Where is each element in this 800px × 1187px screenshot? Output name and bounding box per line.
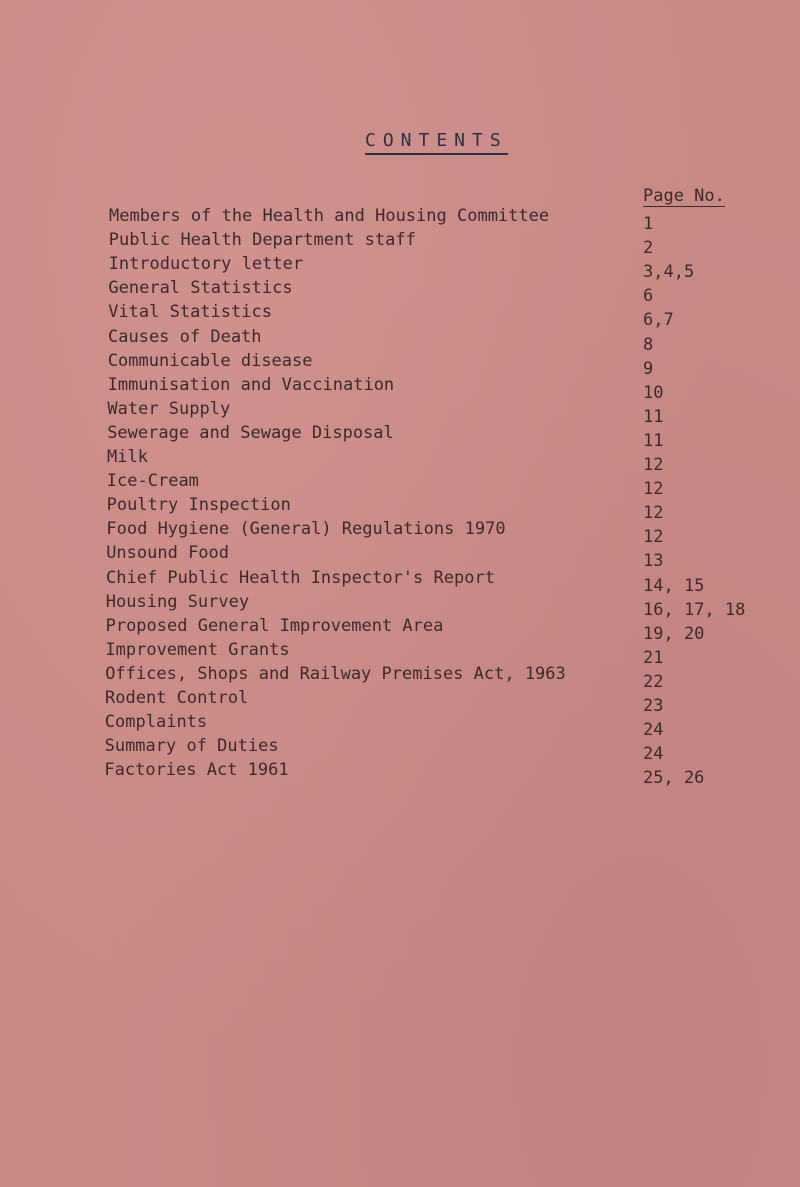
entry-page-number: 10 <box>643 382 664 403</box>
entry-page-number: 23 <box>643 696 664 716</box>
entry-title: Poultry Inspection <box>106 495 291 516</box>
entry-title: Unsound Food <box>106 543 230 564</box>
entry-page-number: 12 <box>643 455 664 475</box>
entry-page-number: 21 <box>643 647 664 668</box>
entry-title: General Statistics <box>108 278 293 299</box>
entry-page-number: 16, 17, 18 <box>643 599 746 620</box>
entry-title: Ice-Cream <box>106 471 199 492</box>
page-number-header: Page No. <box>643 186 725 206</box>
entry-page-number: 13 <box>643 551 664 572</box>
entry-page-number: 12 <box>643 503 664 524</box>
entry-title: Complaints <box>104 712 208 733</box>
entry-title: Chief Public Health Inspector's Report <box>106 567 495 588</box>
entry-title: Summary of Duties <box>104 736 279 757</box>
entry-page-number: 12 <box>643 479 664 500</box>
entry-title: Causes of Death <box>108 326 262 347</box>
entry-page-number: 8 <box>643 334 654 355</box>
entry-page-number: 14, 15 <box>643 575 705 596</box>
entry-page-number: 24 <box>643 720 664 741</box>
entry-title: Housing Survey <box>105 591 250 612</box>
entry-page-number: 19, 20 <box>643 623 705 644</box>
entry-title: Members of the Health and Housing Committee <box>109 206 550 226</box>
entry-page-number: 6 <box>643 286 654 307</box>
entry-title: Introductory letter <box>108 254 304 275</box>
entry-title: Water Supply <box>107 398 231 419</box>
entry-page-number: 3,4,5 <box>643 262 695 283</box>
entry-title: Vital Statistics <box>108 302 272 323</box>
entry-page-number: 9 <box>643 358 654 379</box>
entry-title: Public Health Department staff <box>108 230 416 251</box>
entry-title: Factories Act 1961 <box>104 760 289 781</box>
entry-title: Food Hygiene (General) Regulations 1970 <box>106 519 506 540</box>
entry-page-number: 22 <box>643 671 664 692</box>
entry-page-number: 1 <box>643 214 654 234</box>
entry-title: Offices, Shops and Railway Premises Act, 1963 <box>105 663 566 684</box>
entry-page-number: 6,7 <box>643 310 674 331</box>
entry-page-number: 12 <box>643 527 664 548</box>
contents-title: CONTENTS <box>365 130 508 155</box>
entry-title: Communicable disease <box>107 350 313 371</box>
entry-title: Immunisation and Vaccination <box>107 374 395 395</box>
entry-page-number: 2 <box>643 238 654 259</box>
entry-page-number: 11 <box>643 430 664 451</box>
entry-page-number: 25, 26 <box>643 768 705 789</box>
entry-title: Milk <box>107 447 148 467</box>
entry-page-number: 24 <box>643 744 664 765</box>
entry-title: Improvement Grants <box>105 639 290 660</box>
entry-title: Sewerage and Sewage Disposal <box>107 422 394 443</box>
entry-title: Rodent Control <box>105 688 249 708</box>
entry-page-number: 11 <box>643 406 664 427</box>
entry-title: Proposed General Improvement Area <box>105 615 444 636</box>
